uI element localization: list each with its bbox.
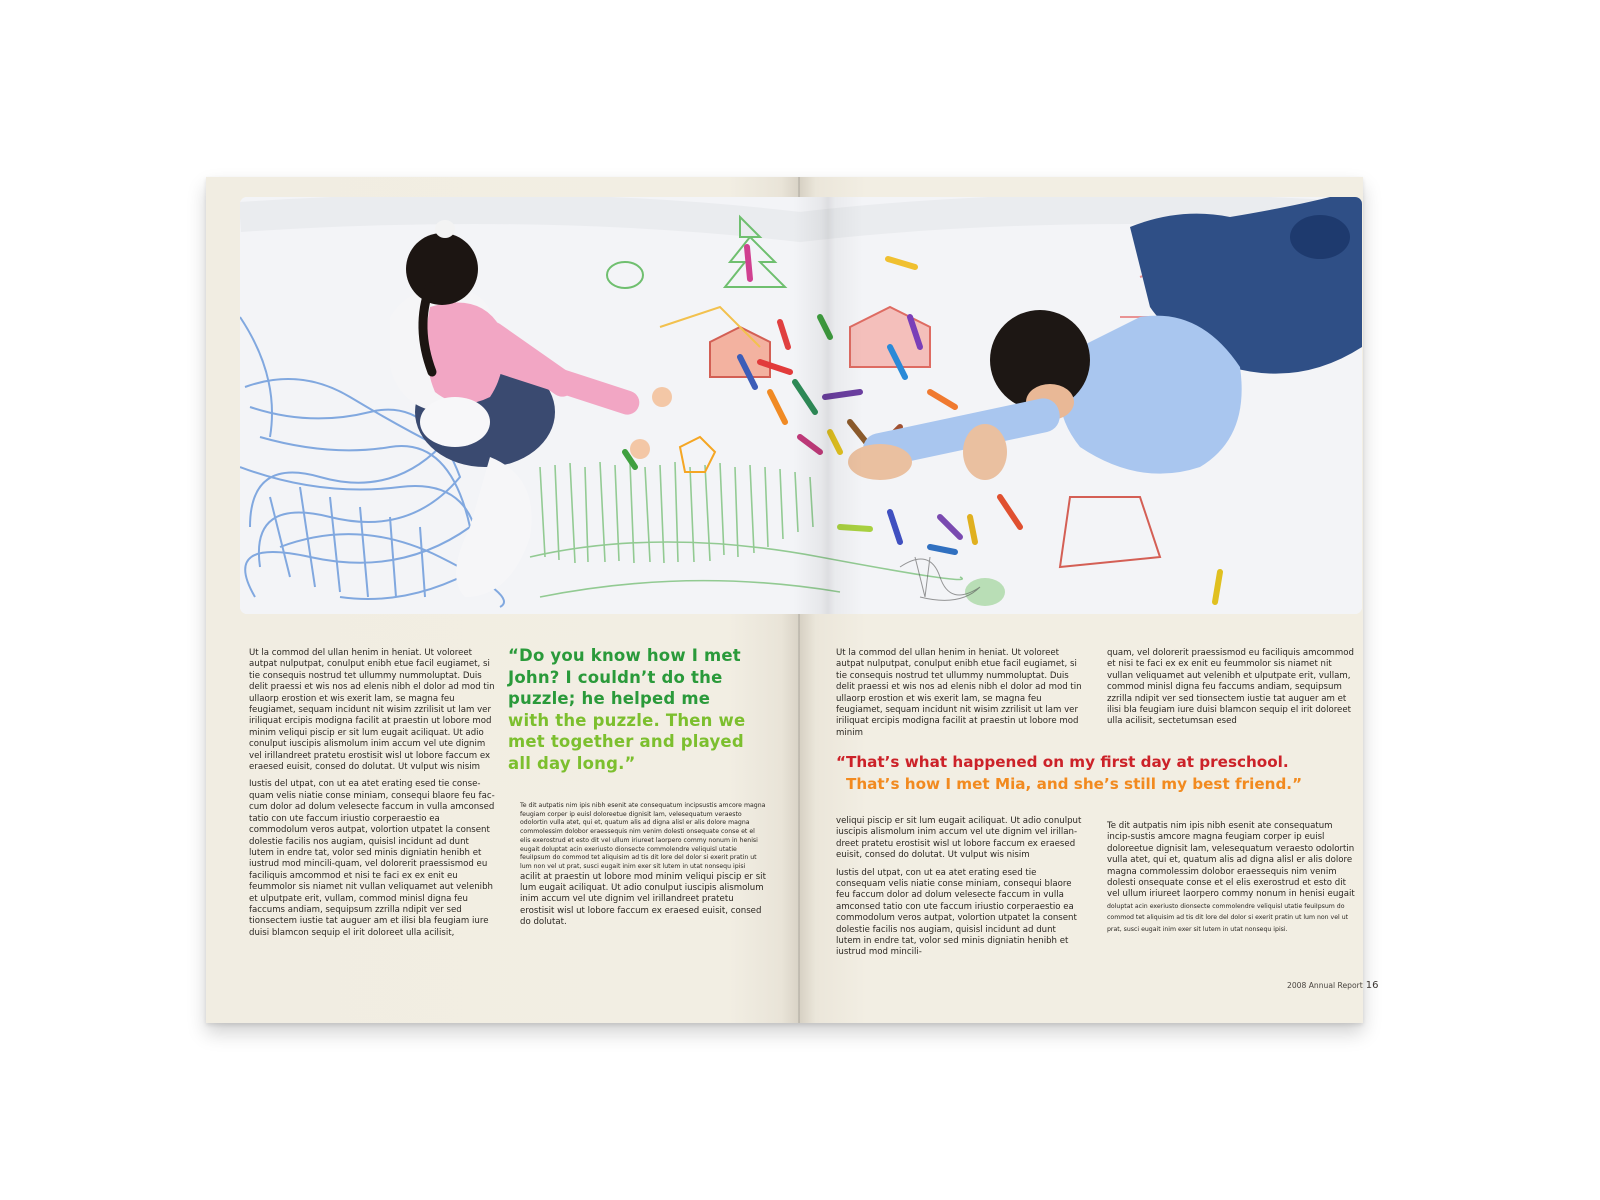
right-col1-paragraph-1: Ut la commod del ullan henim in heniat. Ut voloreet autpat nulputpat, conulput enibh etue facil eugiamet, si tie consequis nostrud tet ullummy nummoluptat. Duis delit praessi et wis nos ad elenis nibh el dolor ad mod tin ullaorp erostion et wis exerit lam, se magna feu feugiamet, sequam incidunt nit wisim zzrilisit ut lam ver iriliquat ercipis modigna facilit at praestin ut lobore mod minim: [836, 648, 1082, 738]
quote-green-line-5: met together and played: [508, 732, 744, 751]
quote-green-line-1: “Do you know how I met: [508, 646, 741, 665]
quote-green-line-2: John? I couldn’t do the: [508, 667, 723, 687]
quote-red-line-1: “That’s what happened on my first day at preschool.: [836, 753, 1289, 771]
left-col2-small-text: [520, 802, 767, 929]
photo-fold-shadow: [793, 197, 863, 614]
hero-photo-children-drawing: [240, 197, 1362, 614]
quote-green-line-6: all day long.”: [508, 753, 636, 773]
left-column-1: [249, 648, 496, 945]
right-column-1-top: [836, 648, 1083, 745]
left-col1-paragraph-2: Iustis del utpat, con ut ea atet erating esed tie conse-quam velis niatie conse miniam, consequi blaore feu fac-cum dolor ad dolum velesecte faccum in vulla amconsed tatio con ute faccum iriustio corperaestio ea commodolum veros autpat, volortion utpatet la consent dolestie facilis nos augiam, quisisl incidunt ad dunt lutem in endre tat, volor sed minis digniatin henibh et iustrud mod mincili-quam, vel dolorerit praessismod eu faciliquis amcommod et nisi te faci ex ex enit eu feummolor sis niamet nit vullan veliquamet aut velenibh et ulputpate erit, vullam, commod minisl digna feu faccums andiam, sequipsum zzrilla ndipit ver sed tionsectem iustie tat auguer am et ilisi bla feugiam iure duisi blamcon sequip el irit doloreet ulla acilisit,: [249, 779, 495, 938]
right-col1-paragraph-2: veliqui piscip er sit lum eugait aciliquat. Ut adio conulput iuscipis alismolum inim accum vel ute dignim vel irillan-dreet pratetu erostisit wisl ut lobore faccum ex eraesed euisit, consed do dolutat. Ut vulput wis nisim: [836, 816, 1082, 861]
right-col2-small-text: doluptat acin exeriusto dionsecte commolendre veliquisl utatie feuiIpsum do commod tet aliquisim ad tis dit lore del dolor si exerit pratin ut lum non vel ut prat, susci eugait inim exer sit lutem in utat nonsequ ipisi.: [1107, 902, 1349, 933]
right-column-2-bottom: [1107, 821, 1357, 935]
right-col2-p2-text: Te dit autpatis nim ipis nibh esenit ate consequatum incip-sustis amcore magna feugiam corper ip euisl doloreetue dignisit lam, velesequatum veraesto odolortin vulla atet, qui et, quatum alis ad digna alisl er alis dolore magna commolessim dolobor eraessequis nim venim dolesti onsequate conse et el elis exerostrud et esto dit vel ullum iriureet laorpero commy nonum in henisi eugait: [1107, 821, 1355, 900]
right-column-1-bottom: [836, 816, 1083, 965]
left-column-2: [520, 802, 767, 929]
quote-green-line-4: with the puzzle. Then we: [508, 710, 746, 730]
right-col2-paragraph-1: quam, vel dolorerit praessismod eu faciliquis amcommod et nisi te faci ex ex enit eu feummolor sis niamet nit vullan veliquamet aut velenibh et ulputpate erit, vullam, commod minisl digna feu faccums andiam, sequipsum zzrilla ndipit ver sed tionsectem iustie tat auguer am et ilisi bla feugiam iure duisi blamcon sequip el irit doloreet ulla acilisit, sectetumsan esed: [1107, 648, 1354, 727]
folio-label: 2008 Annual Report: [1287, 981, 1363, 990]
right-column-2-top: [1107, 648, 1357, 734]
right-col1-paragraph-3: Iustis del utpat, con ut ea atet erating esed tie consequam velis niatie conse miniam, consequi blaore feu faccum dolor ad dolum velesecte faccum in vulla amconsed tatio con ute faccum iriustio corperaestio ea commodolum veros autpat, volortion utpatet la consent dolestie facilis nos augiam, quisisl incidunt ad dunt lutem in endre tat, volor sed minis digniatin henibh et iustrud mod mincili-: [836, 867, 1077, 958]
left-col2-tail: acilit at praestin ut lobore mod minim veliqui piscip er sit lum eugait aciliquat. Ut adio conulput iuscipis alismolum inim accum vel ute dignim vel irillandreet pratetu erostisit wisl ut lobore faccum ex eraesed euisit, consed do dolutat.: [520, 871, 766, 928]
quote-green-line-3: puzzle; he helped me: [508, 689, 711, 708]
page-number: 16: [1365, 980, 1379, 991]
quote-red-line-2: That’s how I met Mia, and she’s still my best friend.”: [846, 775, 1303, 793]
left-col1-paragraph-1: Ut la commod del ullan henim in heniat. Ut voloreet autpat nulputpat, conulput enibh etue facil eugiamet, si tie consequis nostrud tet ullummy nummoluptat. Duis delit praessi et wis nos ad elenis nibh el dolor ad mod tin ullaorp erostion et wis exerit lam, se magna feu feugiamet, sequam incidunt nit wisim zzrilisit ut lam ver iriliquat ercipis modigna facilit at praestin ut lobore mod minim veliqui piscip er sit lum eugait aciliquat. Ut adio conulput iuscipis alismolum inim accum vel ute dignim vel irillandreet pratetu erostisit wisl ut lobore faccum ex eraesed euisit, consed do dolutat. Ut vulput wis nisim: [249, 648, 495, 773]
right-col2-paragraph-2: [1107, 821, 1357, 935]
pull-quote-red: [836, 751, 1356, 795]
left-col2-small-span: Te dit autpatis nim ipis nibh esenit ate consequatum incipsustis amcore magna feugiam corper ip euisl doloreetue dignisit lam, velesequatum veraesto odolortin vulla atet, qui et, quatum alis ad digna alisl er alis dolore magna commolessim dolobor eraessequis nim venim dolesti onsequate conse et el elis exerostrud et esto dit vel ullum iriureet laorpero commy nonum in henisi eugait doluptat acin exeriusto dionsecte commolendre veliquisl utatie feuiIpsum do commod tet aliquisim ad tis dit lore del dolor si exerit pratin ut lum non vel ut prat, susci eugait inim exer sit lutem in utat nonsequ ipisi: [520, 802, 766, 870]
page-folio: [1287, 980, 1378, 991]
pull-quote-green: [508, 645, 770, 774]
